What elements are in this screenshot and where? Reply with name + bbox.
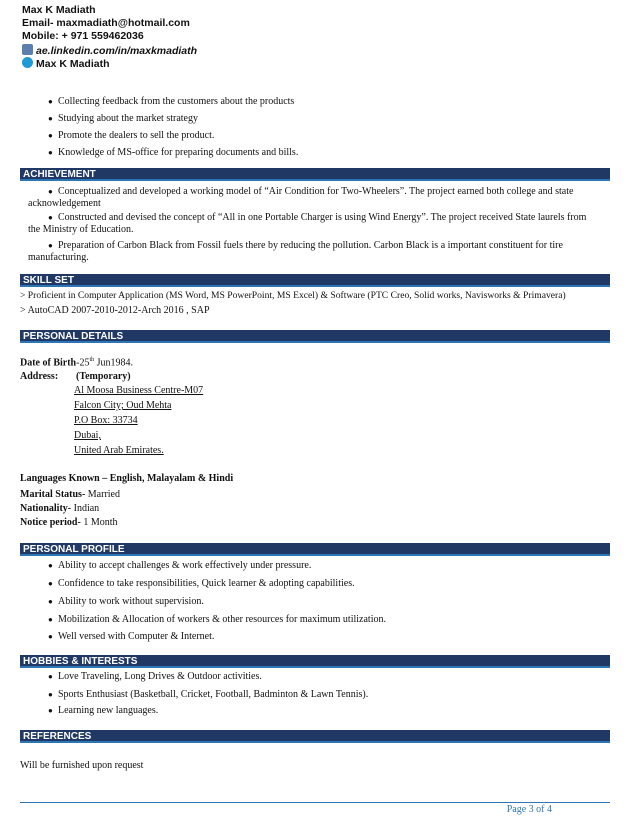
languages: Languages Known – English, Malayalam & Hindi	[20, 473, 234, 484]
address-type: (Temporary)	[76, 371, 131, 382]
list-item: ● Conceptualized and developed a working model of “Air Condition for Two-Wheelers”. The project earned both college and state	[58, 186, 573, 198]
marital-status: Marital Status- Married	[20, 489, 120, 500]
linkedin-icon	[22, 44, 33, 55]
email-line: Email- maxmadiath@hotmail.com	[22, 17, 190, 29]
skype-icon	[22, 57, 33, 68]
list-item: ● Knowledge of MS-office for preparing documents and bills.	[58, 147, 298, 159]
list-item: ● Confidence to take responsibilities, Quick learner & adopting capabilities.	[58, 578, 355, 590]
section-heading-profile: PERSONAL PROFILE	[20, 543, 610, 556]
list-item: ● Studying about the market strategy	[58, 113, 198, 125]
address-line: P.O Box: 33734	[74, 415, 138, 426]
list-item-continuation: acknowledgement	[28, 198, 101, 209]
linkedin-url[interactable]: ae.linkedin.com/in/maxkmadiath	[36, 45, 198, 57]
candidate-name: Max K Madiath	[22, 4, 96, 16]
list-item: ● Sports Enthusiast (Basketball, Cricket, Football, Badminton & Lawn Tennis).	[58, 689, 368, 701]
footer-divider	[20, 802, 610, 803]
list-item: ● Promote the dealers to sell the product.	[58, 130, 214, 142]
list-item: ● Learning new languages.	[58, 705, 158, 717]
mobile-line: Mobile: + 971 559462036	[22, 30, 144, 42]
address-line: Al Moosa Business Centre-M07	[74, 385, 204, 396]
skill-line: > Proficient in Computer Application (MS Word, MS PowerPoint, MS Excel) & Software (PTC Creo, Solid works, Navisworks & Primavera)	[20, 290, 566, 301]
linkedin-line[interactable]	[22, 44, 197, 58]
notice-period: Notice period- 1 Month	[20, 517, 118, 528]
list-item-continuation: the Ministry of Education.	[28, 224, 134, 235]
list-item: ● Preparation of Carbon Black from Fossil fuels there by reducing the pollution. Carbon Black is a important constituent for tire	[58, 240, 563, 252]
list-item: ● Ability to work without supervision.	[58, 596, 204, 608]
address-line: Falcon City; Oud Mehta	[74, 400, 172, 411]
list-item: ● Collecting feedback from the customers about the products	[58, 96, 294, 108]
list-item: ● Well versed with Computer & Internet.	[58, 631, 214, 643]
list-item: ● Ability to accept challenges & work effectively under pressure.	[58, 560, 311, 572]
list-item-continuation: manufacturing.	[28, 252, 89, 263]
section-heading-hobbies: HOBBIES & INTERESTS	[20, 655, 610, 668]
list-item: ● Constructed and devised the concept of “All in one Portable Charger is using Wind Energy”. The project received State laurels from	[58, 212, 586, 224]
skype-name[interactable]: Max K Madiath	[36, 58, 110, 70]
section-heading-skills: SKILL SET	[20, 274, 610, 287]
list-item: ● Mobilization & Allocation of workers & other resources for maximum utilization.	[58, 614, 386, 626]
section-heading-achievement: ACHIEVEMENT	[20, 168, 610, 181]
address-line: Dubai,	[74, 430, 101, 441]
date-of-birth: Date of Birth-25th Jun1984.	[20, 357, 134, 369]
page-number: Page 3 of 4	[506, 804, 552, 815]
list-item: ● Love Traveling, Long Drives & Outdoor activities.	[58, 671, 262, 683]
skill-line: > AutoCAD 2007-2010-2012-Arch 2016 , SAP	[20, 305, 210, 316]
nationality: Nationality- Indian	[20, 503, 100, 514]
section-heading-personal: PERSONAL DETAILS	[20, 330, 610, 343]
section-heading-references: REFERENCES	[20, 730, 610, 743]
address-label: Address:	[20, 371, 59, 382]
skype-line[interactable]	[22, 57, 110, 71]
references-text: Will be furnished upon request	[20, 760, 144, 771]
address-line: United Arab Emirates.	[74, 445, 164, 456]
